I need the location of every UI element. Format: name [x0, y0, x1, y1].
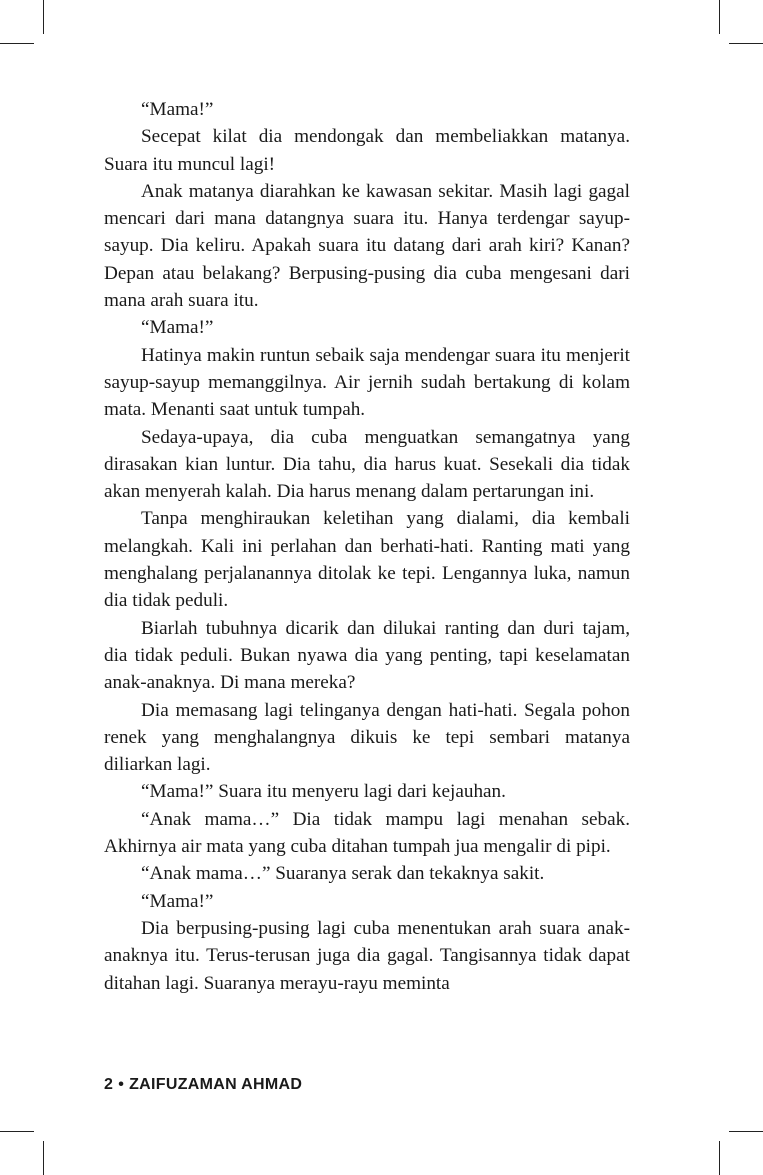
- paragraph: “Mama!” Suara itu menyeru lagi dari kejauhan.: [141, 781, 506, 803]
- crop-mark-bottom-left-vertical: [43, 1141, 44, 1175]
- author-name: ZAIFUZAMAN AHMAD: [129, 1076, 303, 1093]
- crop-mark-top-right-vertical: [719, 0, 720, 34]
- footer-separator: •: [118, 1076, 125, 1093]
- crop-mark-top-left-vertical: [43, 0, 44, 34]
- paragraph: Dia berpusing-pusing lagi cuba menentukan arah suara anak-anaknya itu. Terus-terusan juga dia gagal. Tangisannya tidak dapat ditahan lagi. Suaranya merayu-rayu meminta: [104, 917, 630, 994]
- crop-mark-bottom-right-vertical: [719, 1141, 720, 1175]
- paragraph: Biarlah tubuhnya dicarik dan dilukai ranting dan duri tajam, dia tidak peduli. Bukan nyawa dia yang penting, tapi keselamatan anak-anaknya. Di mana mereka?: [104, 617, 630, 694]
- page-footer: [104, 1076, 302, 1094]
- crop-mark-top-right-horizontal: [729, 43, 763, 44]
- crop-mark-bottom-left-horizontal: [0, 1131, 34, 1132]
- paragraph: “Anak mama…” Suaranya serak dan tekaknya sakit.: [141, 863, 545, 885]
- crop-mark-bottom-right-horizontal: [729, 1131, 763, 1132]
- paragraph: Anak matanya diarahkan ke kawasan sekitar. Masih lagi gagal mencari dari mana datangnya suara itu. Hanya terdengar sayup-sayup. Dia keliru. Apakah suara itu datang dari arah kiri? Kanan? Depan atau belakang? Berpusing-pusing dia cuba mengesani dari mana arah suara itu.: [104, 180, 630, 312]
- paragraph: “Mama!”: [141, 317, 214, 339]
- paragraph: Secepat kilat dia mendongak dan membeliakkan matanya. Suara itu muncul lagi!: [104, 126, 630, 175]
- paragraph: Dia memasang lagi telinganya dengan hati-hati. Segala pohon renek yang menghalangnya dikuis ke tepi sembari matanya diliarkan lagi.: [104, 699, 630, 776]
- paragraph: “Anak mama…” Dia tidak mampu lagi menahan sebak. Akhirnya air mata yang cuba ditahan tumpah jua mengalir di pipi.: [104, 808, 630, 858]
- paragraph: Hatinya makin runtun sebaik saja mendengar suara itu menjerit sayup-sayup memanggilnya. Air jernih sudah bertakung di kolam mata. Menanti saat untuk tumpah.: [104, 344, 630, 421]
- paragraph: Sedaya-upaya, dia cuba menguatkan semangatnya yang dirasakan kian luntur. Dia tahu, dia harus kuat. Sesekali dia tidak akan menyerah kalah. Dia harus menang dalam pertarungan ini.: [104, 426, 630, 503]
- paragraph: “Mama!”: [141, 99, 214, 120]
- page-number: 2: [104, 1076, 114, 1093]
- page-text-body: [104, 96, 630, 997]
- paragraph: Tanpa menghiraukan keletihan yang dialami, dia kembali melangkah. Kali ini perlahan dan berhati-hati. Ranting mati yang menghalang perjalanannya ditolak ke tepi. Lengannya luka, namun dia tidak peduli.: [104, 508, 630, 612]
- crop-mark-top-left-horizontal: [0, 43, 34, 44]
- paragraph: “Mama!”: [141, 890, 214, 912]
